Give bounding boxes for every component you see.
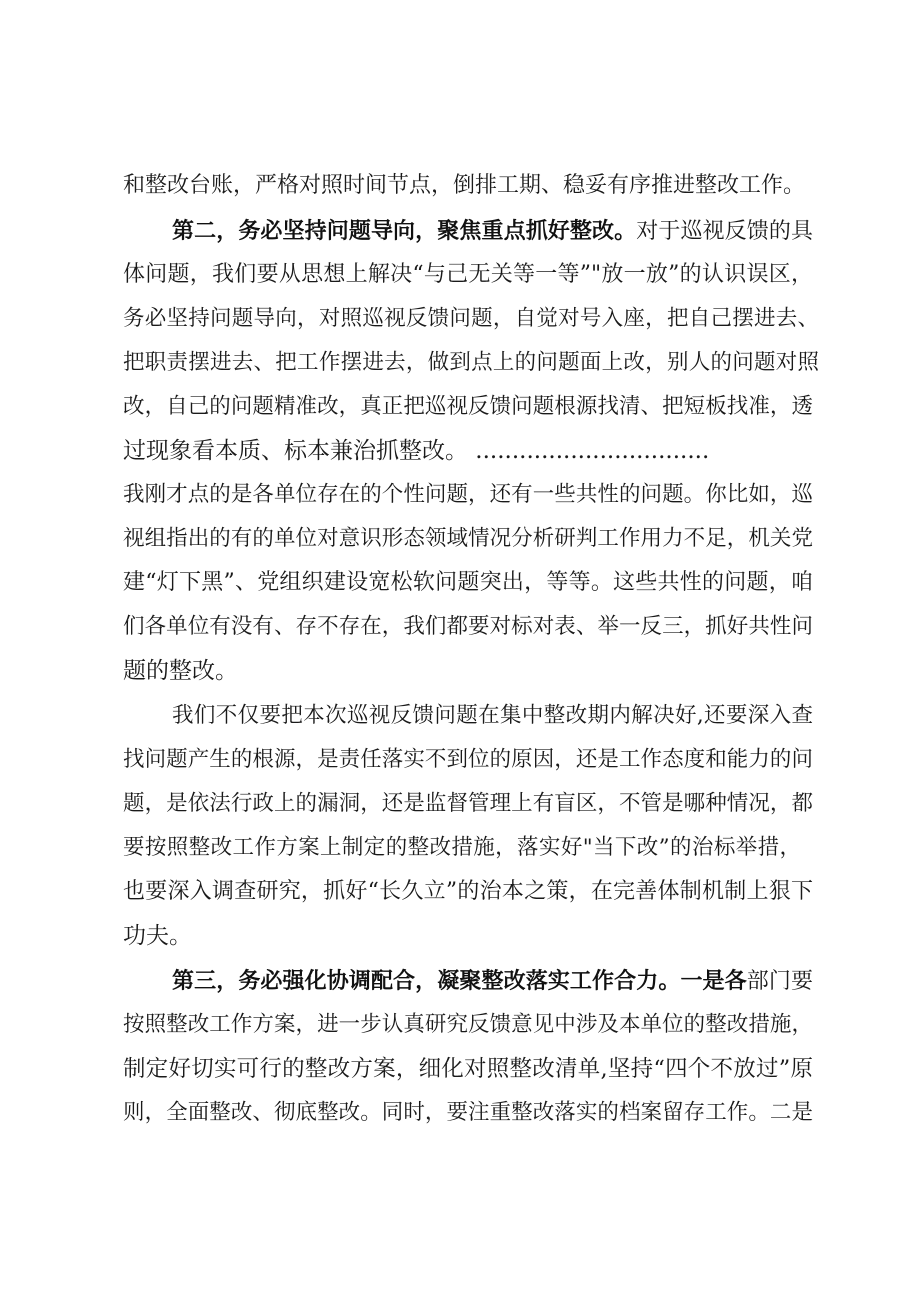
line-text: 制定好切实可行的整改方案，细化对照整改清单,坚持“四个不放过”原 — [123, 1056, 813, 1082]
paragraph-line — [172, 212, 813, 250]
paragraph-line — [123, 829, 801, 867]
paragraph-line — [123, 741, 813, 779]
line-text: 务必坚持问题导向，对照巡视反馈问题，自觉对号入座，把自己摆进去、 — [123, 306, 819, 331]
line-text: 要按照整改工作方案上制定的整改措施，落实好"当下改”的治标举措， — [123, 835, 801, 860]
paragraph-line — [123, 608, 813, 646]
paragraph-line — [123, 520, 813, 558]
paragraph-line — [123, 256, 813, 294]
paragraph-line — [172, 962, 813, 1000]
paragraph-line — [123, 1006, 813, 1044]
line-text: 改，自己的问题精准改，真正把巡视反馈问题根源找清、把短板找准，透 — [123, 394, 813, 419]
paragraph-line — [123, 300, 819, 338]
paragraph-line — [123, 564, 813, 602]
line-text: 找问题产生的根源，是责任落实不到位的原因，还是工作态度和能力的问 — [123, 747, 813, 772]
line-text: 建“灯下黑”、党组织建设宽松软问题突出，等等。这些共性的问题，咱 — [123, 570, 813, 595]
paragraph-line — [123, 344, 819, 382]
paragraph-line — [123, 388, 813, 426]
line-text: 也要深入调查研究，抓好“长久立”的治本之策，在完善体制机制上狠下 — [123, 879, 813, 904]
paragraph-line — [123, 917, 813, 955]
line-text: 视组指出的有的单位对意识形态领域情况分析研判工作用力不足，机关党 — [123, 526, 813, 551]
line-text: 题的整改。 — [123, 658, 238, 684]
line-text: 们各单位有没有、存不存在，我们都要对标对表、举一反三，抓好共性问 — [123, 614, 813, 639]
line-text: 我刚才点的是各单位存在的个性问题，还有一些共性的问题。你比如，巡 — [123, 482, 813, 507]
line-text: 则，全面整改、彻底整改。同时，要注重整改落实的档案留存工作。二是 — [123, 1100, 813, 1125]
line-text: 把职责摆进去、把工作摆进去，做到点上的问题面上改，别人的问题对照 — [123, 350, 819, 375]
line-text: 对于巡视反馈的具 — [636, 219, 813, 244]
paragraph-line — [123, 785, 813, 823]
line-text: 按照整改工作方案，进一步认真研究反馈意见中涉及本单位的整改措施， — [123, 1012, 813, 1037]
line-text: 题，是依法行政上的漏洞，还是监督管理上有盲区，不管是哪种情况，都 — [123, 791, 813, 816]
paragraph-line — [172, 697, 813, 735]
line-text: 和整改台账，严格对照时间节点，倒排工期、稳妥有序推进整改工作。 — [123, 173, 806, 198]
paragraph-line — [123, 652, 813, 690]
paragraph-line — [123, 873, 813, 911]
line-text: 部门要 — [746, 969, 813, 994]
paragraph-line — [123, 1050, 813, 1088]
section-heading: 第三，务必强化协调配合，凝聚整改落实工作合力。一是各 — [172, 968, 747, 994]
line-text: 体问题，我们要从思想上解决“与己无关等一等”"放一放”的认识误区， — [123, 262, 813, 287]
paragraph-line — [123, 1094, 813, 1132]
line-text: 功夫。 — [123, 923, 192, 949]
paragraph-line — [123, 432, 799, 470]
line-text: 过现象看本质、标本兼治抓整改。 ................................ — [123, 438, 710, 464]
paragraph-line — [123, 476, 813, 514]
section-heading: 第二，务必坚持问题导向，聚焦重点抓好整改。 — [172, 218, 637, 244]
line-text: 我们不仅要把本次巡视反馈问题在集中整改期内解决好,还要深入查 — [172, 703, 813, 728]
paragraph-line — [123, 167, 813, 205]
